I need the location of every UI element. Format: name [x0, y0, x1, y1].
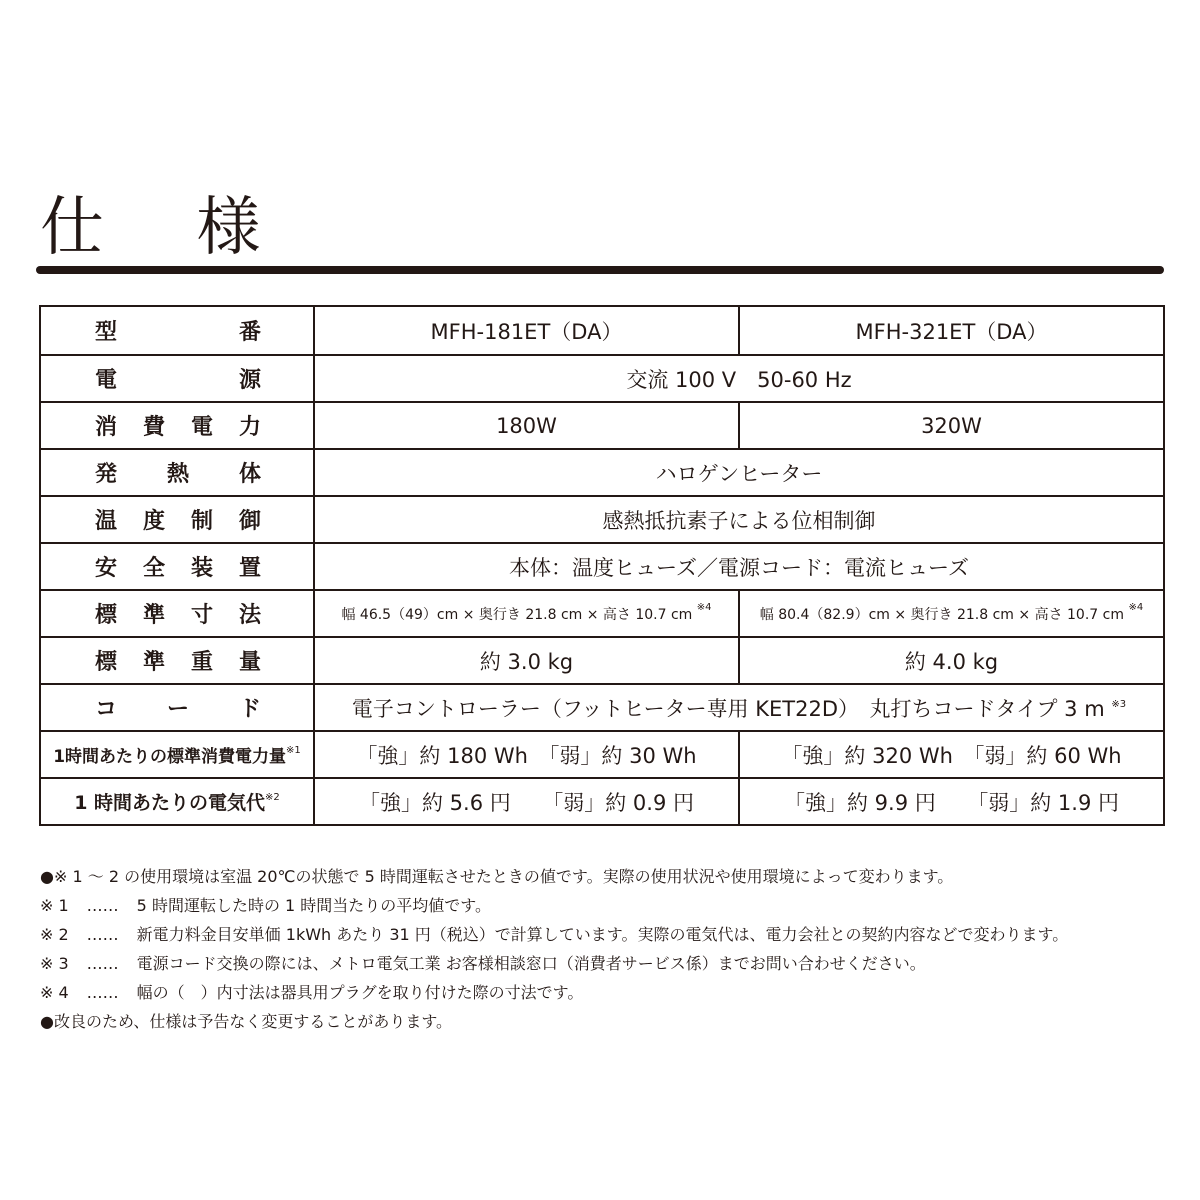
row-label: コード — [40, 684, 314, 731]
note-text: 5 時間運転した時の 1 時間当たりの平均値です。 — [136, 896, 492, 915]
spec-table — [39, 305, 1165, 826]
page-title: 仕 様 — [40, 191, 297, 265]
cell-power-source: 交流 100 V 50-60 Hz — [314, 355, 1164, 402]
table-row — [40, 684, 1164, 731]
row-label: 発熱体 — [40, 449, 314, 496]
cell-model-181: MFH-181ET（DA） — [314, 306, 739, 355]
table-row — [40, 496, 1164, 543]
note-mark: ※ 4 — [40, 983, 69, 1002]
table-row — [40, 731, 1164, 778]
title-divider — [36, 266, 1164, 274]
cell-dimensions-181 — [314, 590, 739, 637]
cell-dimensions-321 — [739, 590, 1164, 637]
row-label-text: 1時間あたりの標準消費電力量 — [53, 747, 287, 767]
cell-consumption-321: 320W — [739, 402, 1164, 449]
row-label: 電源 — [40, 355, 314, 402]
note-item — [40, 891, 1190, 920]
footnote-mark: ※1 — [286, 745, 301, 756]
table-row — [40, 637, 1164, 684]
row-label: 消費電力 — [40, 402, 314, 449]
table-row — [40, 543, 1164, 590]
table-row — [40, 449, 1164, 496]
table-row — [40, 590, 1164, 637]
note-text: 改良のため、仕様は予告なく変更することがあります。 — [53, 1012, 453, 1031]
cell-cost-181: 「強」約 5.6 円 「弱」約 0.9 円 — [314, 778, 739, 825]
note-item — [40, 978, 1190, 1007]
row-label: 型番 — [40, 306, 314, 355]
dimensions-text: 幅 80.4（82.9）cm × 奥行き 21.8 cm × 高さ 10.7 cm — [759, 606, 1124, 623]
note-dots: …… — [86, 954, 119, 973]
cell-energy-181: 「強」約 180 Wh 「弱」約 30 Wh — [314, 731, 739, 778]
row-label: 標準重量 — [40, 637, 314, 684]
cell-model-321: MFH-321ET（DA） — [739, 306, 1164, 355]
footnote-mark: ※4 — [696, 601, 712, 613]
cell-weight-181: 約 3.0 kg — [314, 637, 739, 684]
cell-temperature-control: 感熱抵抗素子による位相制御 — [314, 496, 1164, 543]
note-text: ※ 1 ～ 2 の使用環境は室温 20℃の状態で 5 時間運転させたときの値です。実際の使用状況や使用環境によって変わります。 — [53, 867, 954, 886]
cell-safety-device: 本体：温度ヒューズ／電源コード：電流ヒューズ — [314, 543, 1164, 590]
note-dots: …… — [86, 925, 119, 944]
footnote-mark: ※3 — [1111, 698, 1127, 710]
note-item — [40, 920, 1190, 949]
dimensions-text: 幅 46.5（49）cm × 奥行き 21.8 cm × 高さ 10.7 cm — [341, 606, 693, 623]
cell-weight-321: 約 4.0 kg — [739, 637, 1164, 684]
cell-heating-element: ハロゲンヒーター — [314, 449, 1164, 496]
row-label — [40, 731, 314, 778]
note-item — [40, 949, 1190, 978]
cell-cord — [314, 684, 1164, 731]
note-mark: ● — [40, 1012, 54, 1031]
row-label: 安全装置 — [40, 543, 314, 590]
note-item — [40, 862, 1190, 891]
cord-text: 電子コントローラー（フットヒーター専用 KET22D） 丸打ちコードタイプ 3 m — [351, 696, 1105, 721]
note-mark: ※ 2 — [40, 925, 69, 944]
table-row — [40, 355, 1164, 402]
cell-cost-321: 「強」約 9.9 円 「弱」約 1.9 円 — [739, 778, 1164, 825]
cell-consumption-181: 180W — [314, 402, 739, 449]
row-label: 温度制御 — [40, 496, 314, 543]
table-row — [40, 306, 1164, 355]
note-mark: ※ 1 — [40, 896, 69, 915]
footnote-mark: ※2 — [265, 792, 280, 803]
row-label: 標準寸法 — [40, 590, 314, 637]
note-item — [40, 1007, 1190, 1036]
footnotes — [40, 862, 1190, 1036]
note-dots: …… — [86, 896, 119, 915]
row-label — [40, 778, 314, 825]
note-text: 新電力料金目安単価 1kWh あたり 31 円（税込）で計算しています。実際の電気代は、電力会社との契約内容などで変わります。 — [136, 925, 1069, 944]
cell-energy-321: 「強」約 320 Wh 「弱」約 60 Wh — [739, 731, 1164, 778]
table-row — [40, 402, 1164, 449]
row-label-text: 1 時間あたりの電気代 — [74, 792, 266, 814]
footnote-mark: ※4 — [1128, 601, 1144, 613]
note-mark: ※ 3 — [40, 954, 69, 973]
note-dots: …… — [86, 983, 119, 1002]
note-text: 電源コード交換の際には、メトロ電気工業 お客様相談窓口（消費者サービス係）までお問い合わせください。 — [136, 954, 926, 973]
table-row — [40, 778, 1164, 825]
note-mark: ● — [40, 867, 54, 886]
note-text: 幅の（ ）内寸法は器具用プラグを取り付けた際の寸法です。 — [136, 983, 584, 1002]
